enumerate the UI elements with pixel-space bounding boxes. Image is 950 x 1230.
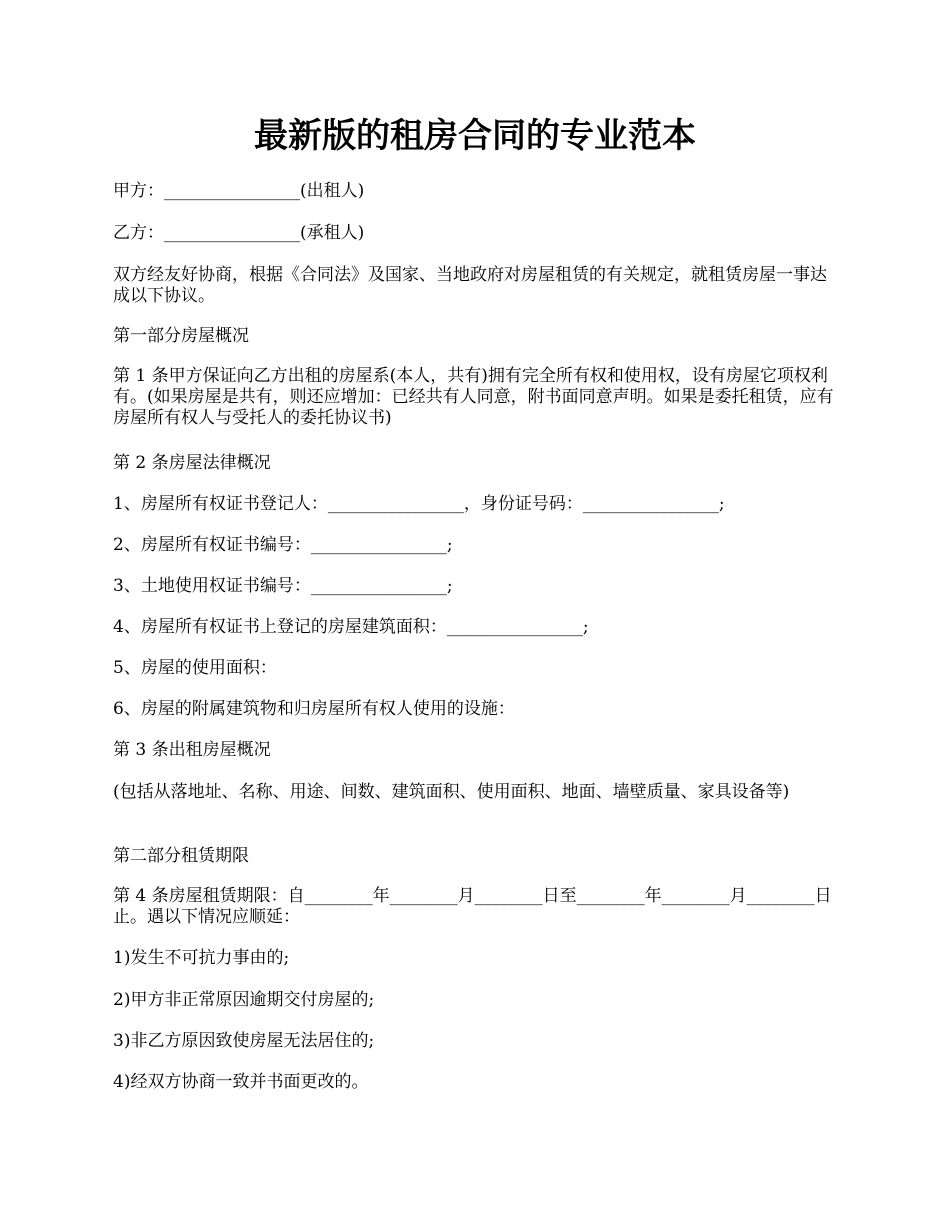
article-3-description: (包括从落地址、名称、用途、间数、建筑面积、使用面积、地面、墙壁质量、家具设备等) xyxy=(113,782,790,802)
item-4-line: 4、房屋所有权证书上登记的房屋建筑面积：________________; xyxy=(113,617,589,637)
document-title: 最新版的租房合同的专业范本 xyxy=(254,116,696,156)
item-3-line: 3、土地使用权证书编号：________________; xyxy=(113,576,453,596)
condition-2-line: 2)甲方非正常原因逾期交付房屋的; xyxy=(113,990,375,1010)
condition-1-line: 1)发生不可抗力事由的; xyxy=(113,948,290,968)
article-3-heading: 第 3 条出租房屋概况 xyxy=(113,740,271,760)
section-heading-part-2: 第二部分租赁期限 xyxy=(113,846,249,866)
party-a-line: 甲方：________________(出租人) xyxy=(113,181,365,201)
item-2-line: 2、房屋所有权证书编号：________________; xyxy=(113,535,453,555)
item-6-line: 6、房屋的附属建筑物和归房屋所有权人使用的设施： xyxy=(113,699,515,719)
party-b-line: 乙方：________________(承租人) xyxy=(113,223,365,243)
section-heading-part-1: 第一部分房屋概况 xyxy=(113,326,249,346)
condition-3-line: 3)非乙方原因致使房屋无法居住的; xyxy=(113,1031,375,1051)
article-1-paragraph: 第 1 条甲方保证向乙方出租的房屋系(本人，共有)拥有完全所有权和使用权，设有房屋它项权利有。(如果房屋是共有，则还应增加：已经共有人同意，附书面同意声明。如果是委托租赁，应有房屋所有权人与受托人的委托协议书) xyxy=(113,366,834,428)
condition-4-line: 4)经双方协商一致并书面更改的。 xyxy=(113,1072,369,1092)
article-2-heading: 第 2 条房屋法律概况 xyxy=(113,453,271,473)
preamble-paragraph: 双方经友好协商，根据《合同法》及国家、当地政府对房屋租赁的有关规定，就租赁房屋一事达成以下协议。 xyxy=(113,265,827,306)
article-4-paragraph: 第 4 条房屋租赁期限：自________年________月________日至________年________月________日止。遇以下情况应顺延： xyxy=(113,886,832,927)
item-1-line: 1、房屋所有权证书登记人：________________，身份证号码：________________; xyxy=(113,494,725,514)
item-5-line: 5、房屋的使用面积： xyxy=(113,658,277,678)
